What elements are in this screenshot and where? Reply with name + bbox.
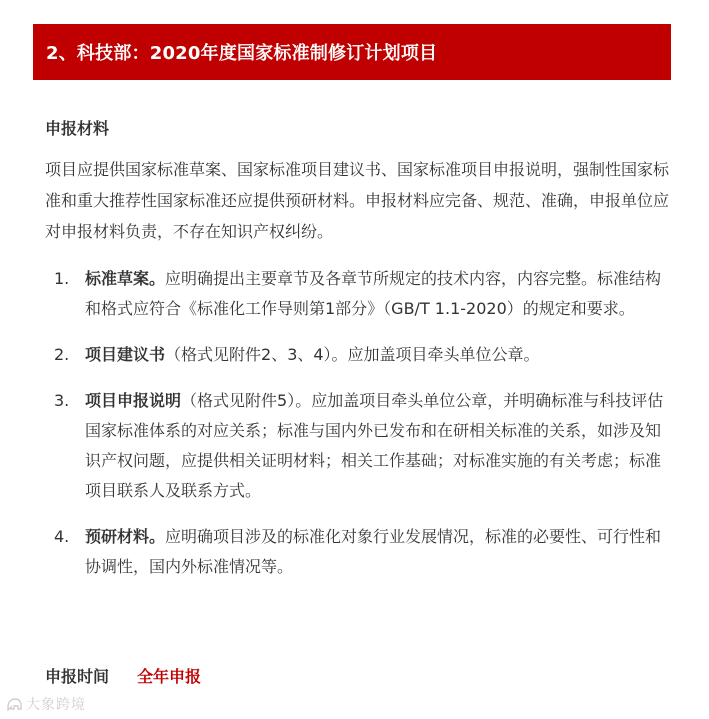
list-item-number: 2.: [54, 345, 70, 364]
list-item: [45, 386, 669, 506]
watermark: [6, 694, 86, 714]
list-item-number: 4.: [54, 527, 70, 546]
watermark-text: 大象跨境: [26, 697, 86, 713]
list-item-text: 应明确项目涉及的标准化对象行业发展情况，标准的必要性、可行性和协调性，国内外标准情况等。: [85, 527, 662, 576]
materials-heading: 申报材料: [45, 119, 110, 138]
list-item-term: 项目申报说明: [85, 391, 182, 410]
list-item-number: 3.: [54, 391, 70, 410]
list-item-text: 应明确提出主要章节及各章节所规定的技术内容，内容完整。标准结构和格式应符合《标准化工作导则第1部分》（GB/T 1.1-2020）的规定和要求。: [85, 269, 662, 318]
application-time-row: [45, 664, 201, 687]
list-item-text: （格式见附件5）。应加盖项目牵头单位公章，并明确标准与科技评估国家标准体系的对应关系；标准与国内外已发布和在研相关标准的关系，如涉及知识产权问题，应提供相关证明材料；相关工作基础；对标准实施的有关考虑；标准项目联系人及联系方式。: [85, 391, 664, 500]
materials-intro: 项目应提供国家标准草案、国家标准项目建议书、国家标准项目申报说明，强制性国家标准和重大推荐性国家标准还应提供预研材料。申报材料应完备、规范、准确，申报单位应对申报材料负责，不存在知识产权纠纷。: [45, 160, 670, 241]
list-item-term: 项目建议书: [85, 345, 166, 364]
section-title: 2、科技部：2020年度国家标准制修订计划项目: [46, 43, 438, 64]
list-item-text: （格式见附件2、3、4）。应加盖项目牵头单位公章。: [165, 345, 540, 364]
list-item: [45, 522, 669, 582]
list-item: [45, 340, 669, 370]
list-item-term: 标准草案。: [85, 269, 166, 288]
section-header-bar: [33, 24, 671, 80]
list-item-number: 1.: [54, 269, 70, 288]
application-time-value: 全年申报: [137, 667, 202, 686]
application-time-label: 申报时间: [45, 667, 110, 686]
elephant-logo-icon: [6, 697, 22, 711]
list-item: [45, 264, 669, 324]
requirements-list: [45, 264, 669, 598]
list-item-term: 预研材料。: [85, 527, 166, 546]
